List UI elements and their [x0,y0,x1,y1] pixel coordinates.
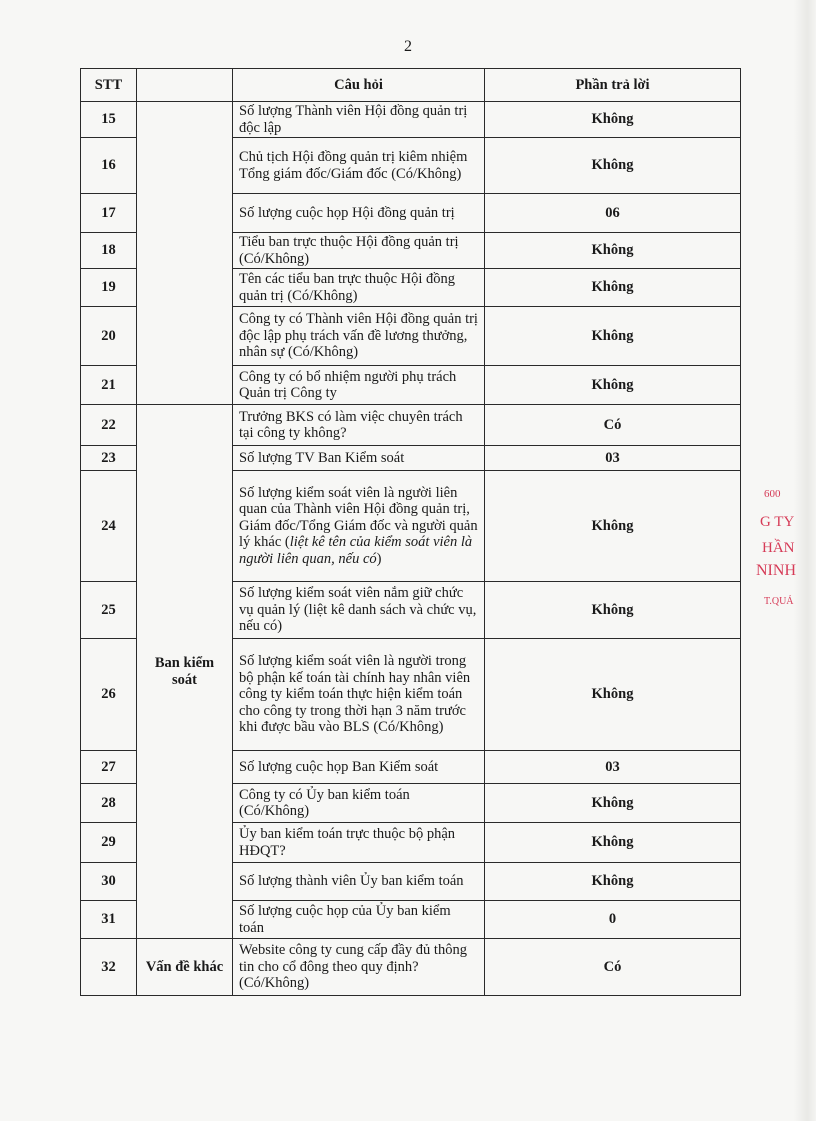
row-answer: Không [485,863,741,901]
row-answer: Có [485,939,741,996]
row-answer: Không [485,138,741,194]
row-stt: 26 [81,639,137,751]
row-answer: Không [485,307,741,366]
row-question: Công ty có Ủy ban kiểm toán (Có/Không) [233,784,485,823]
row-stt: 18 [81,233,137,269]
row-answer: Không [485,366,741,405]
row-answer: Không [485,823,741,863]
row-stt: 16 [81,138,137,194]
row-stt: 20 [81,307,137,366]
header-answer: Phần trả lời [485,69,741,102]
row-answer: 0 [485,901,741,939]
stamp-text: G TY [760,514,795,530]
row-question: Ủy ban kiểm toán trực thuộc bộ phận HĐQT? [233,823,485,863]
row-answer: Không [485,639,741,751]
row-question-end: ) [376,550,382,567]
row-answer: 03 [485,446,741,471]
row-question: Số lượng thành viên Ủy ban kiểm toán [233,863,485,901]
row-question [233,471,485,582]
header-question: Câu hỏi [233,69,485,102]
stamp-text: T.QUẢ [764,596,794,607]
row-answer: Không [485,582,741,639]
row-stt: 15 [81,102,137,138]
qa-table [80,68,741,996]
row-stt: 32 [81,939,137,996]
row-question: Số lượng TV Ban Kiểm soát [233,446,485,471]
stamp-text: HẦN [762,540,795,556]
row-question: Tiểu ban trực thuộc Hội đồng quản trị (Có/Không) [233,233,485,269]
row-stt: 22 [81,405,137,446]
row-question: Tên các tiểu ban trực thuộc Hội đồng quản trị (Có/Không) [233,269,485,307]
row-answer: 03 [485,751,741,784]
group-ban-kiem-soat: Ban kiểm soát [137,405,233,939]
row-answer: Có [485,405,741,446]
row-stt: 24 [81,471,137,582]
row-stt: 23 [81,446,137,471]
row-answer: Không [485,269,741,307]
row-question: Số lượng kiểm soát viên là người trong bộ phận kế toán tài chính hay nhân viên công ty kiểm toán thực hiện kiểm toán cho công ty trong thời hạn 3 năm trước khi được bầu vào BLS (Có/Không) [233,639,485,751]
row-question-italic: liệt kê tên của kiểm soát viên là người liên quan, nếu có [239,534,473,567]
row-stt: 19 [81,269,137,307]
table-row [81,102,741,138]
row-question-text: Số lượng kiểm soát viên là người liên quan của Thành viên Hội đồng quản trị, Giám đốc/Tổng Giám đốc và người quản lý khác ( [239,484,478,551]
company-stamp-partial [752,484,816,624]
header-group [137,69,233,102]
row-answer: Không [485,784,741,823]
row-answer: Không [485,102,741,138]
row-stt: 28 [81,784,137,823]
row-stt: 17 [81,194,137,233]
row-stt: 30 [81,863,137,901]
group-cell-empty [137,102,233,405]
row-question: Số lượng cuộc họp của Ủy ban kiểm toán [233,901,485,939]
stamp-text: NINH [756,562,796,579]
page-number: 2 [404,38,412,55]
table-header-row [81,69,741,102]
group-van-de-khac: Vấn đề khác [137,939,233,996]
row-question: Số lượng cuộc họp Hội đồng quản trị [233,194,485,233]
row-question: Trưởng BKS có làm việc chuyên trách tại công ty không? [233,405,485,446]
row-answer: 06 [485,194,741,233]
header-stt: STT [81,69,137,102]
row-question: Số lượng Thành viên Hội đồng quản trị độc lập [233,102,485,138]
table-row [81,939,741,996]
row-stt: 25 [81,582,137,639]
stamp-text: 600 [764,488,781,500]
row-answer: Không [485,471,741,582]
row-stt: 29 [81,823,137,863]
row-question: Chủ tịch Hội đồng quản trị kiêm nhiệm Tổng giám đốc/Giám đốc (Có/Không) [233,138,485,194]
row-question: Số lượng kiểm soát viên nắm giữ chức vụ quản lý (liệt kê danh sách và chức vụ, nếu có) [233,582,485,639]
row-question: Website công ty cung cấp đầy đủ thông tin cho cổ đông theo quy định? (Có/Không) [233,939,485,996]
row-question: Số lượng cuộc họp Ban Kiểm soát [233,751,485,784]
row-answer: Không [485,233,741,269]
row-question: Công ty có bổ nhiệm người phụ trách Quản trị Công ty [233,366,485,405]
row-stt: 31 [81,901,137,939]
row-stt: 21 [81,366,137,405]
row-question: Công ty có Thành viên Hội đồng quản trị độc lập phụ trách vấn đề lương thưởng, nhân sự (Có/Không) [233,307,485,366]
row-stt: 27 [81,751,137,784]
table-row [81,405,741,446]
